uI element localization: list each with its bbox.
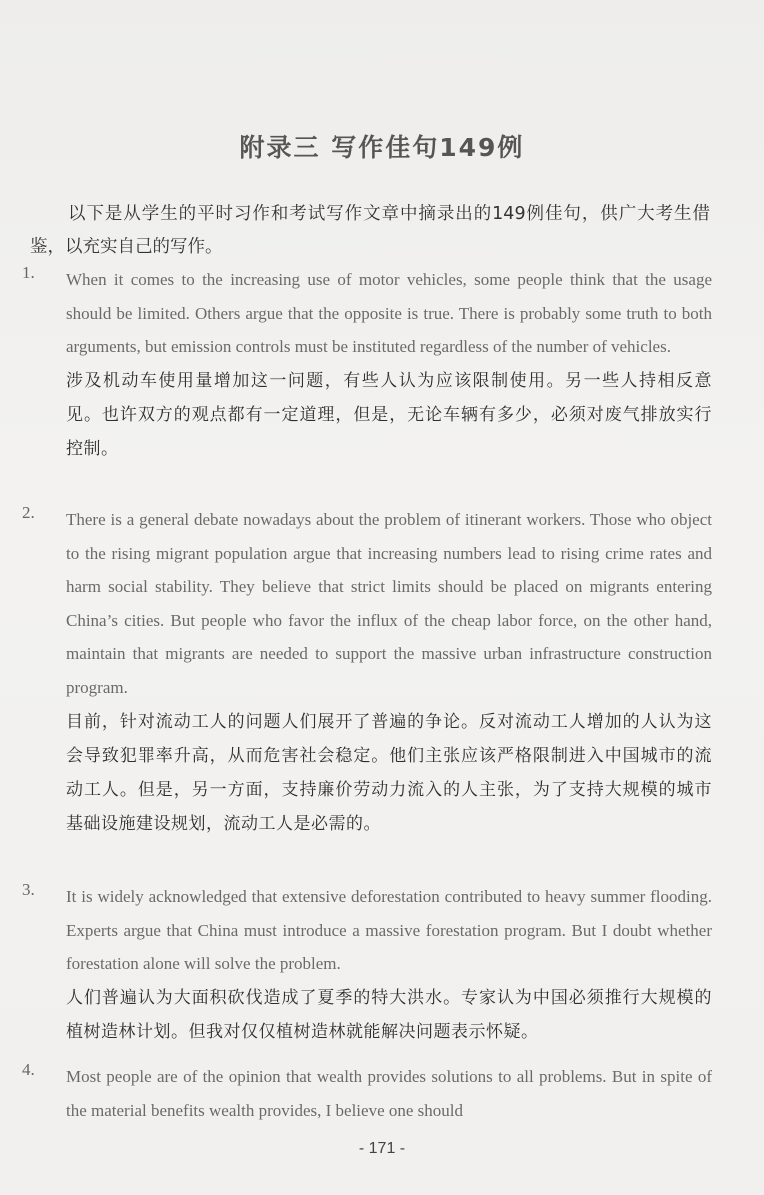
item-number: 4. bbox=[22, 1060, 35, 1079]
chinese-translation: 人们普遍认为大面积砍伐造成了夏季的特大洪水。专家认为中国必须推行大规模的植树造林计划。但我对仅仅植树造林就能解决问题表示怀疑。 bbox=[66, 987, 712, 1042]
intro-paragraph: 以下是从学生的平时习作和考试写作文章中摘录出的149例佳句，供广大考生借鉴，以充实自己的写作。 bbox=[30, 204, 710, 257]
english-sentence: Most people are of the opinion that wealth provides solutions to all problems. But in spite of the material benefits wealth provides, I believe one should bbox=[66, 1067, 712, 1120]
item-number: 2. bbox=[22, 503, 35, 522]
item-number: 3. bbox=[22, 880, 35, 899]
page-number: - 171 - bbox=[358, 1140, 406, 1157]
chinese-translation: 涉及机动车使用量增加这一问题，有些人认为应该限制使用。另一些人持相反意见。也许双方的观点都有一定道理，但是，无论车辆有多少，必须对废气排放实行控制。 bbox=[66, 370, 712, 459]
english-sentence: It is widely acknowledged that extensive deforestation contributed to heavy summer flooding. Experts argue that China must introduce a massive forestation program. But I doubt whether forestation alone will solve the problem. bbox=[66, 887, 712, 974]
sentence-item-4 bbox=[22, 1060, 712, 1127]
chinese-translation: 目前，针对流动工人的问题人们展开了普遍的争论。反对流动工人增加的人认为这会导致犯罪率升高，从而危害社会稳定。他们主张应该严格限制进入中国城市的流动工人。但是，另一方面，支持廉价劳动力流入的人主张，为了支持大规模的城市基础设施建设规划，流动工人是必需的。 bbox=[66, 711, 712, 834]
english-sentence: There is a general debate nowadays about the problem of itinerant workers. Those who object to the rising migrant population argue that increasing numbers lead to rising crime rates and harm social stability. They believe that strict limits should be placed on migrants entering China’s cities. But people who favor the influx of the cheap labor force, on the other hand, maintain that migrants are needed to support the massive urban infrastructure construction program. bbox=[66, 510, 712, 697]
sentence-item-1 bbox=[22, 263, 712, 466]
sentence-item-2 bbox=[22, 503, 712, 841]
item-number: 1. bbox=[22, 263, 35, 282]
sentence-item-3 bbox=[22, 880, 712, 1049]
english-sentence: When it comes to the increasing use of motor vehicles, some people think that the usage should be limited. Others argue that the opposite is true. There is probably some truth to both arguments, but emission controls must be instituted regardless of the number of vehicles. bbox=[66, 270, 712, 357]
page-title: 附录三 写作佳句149例 bbox=[239, 133, 525, 162]
